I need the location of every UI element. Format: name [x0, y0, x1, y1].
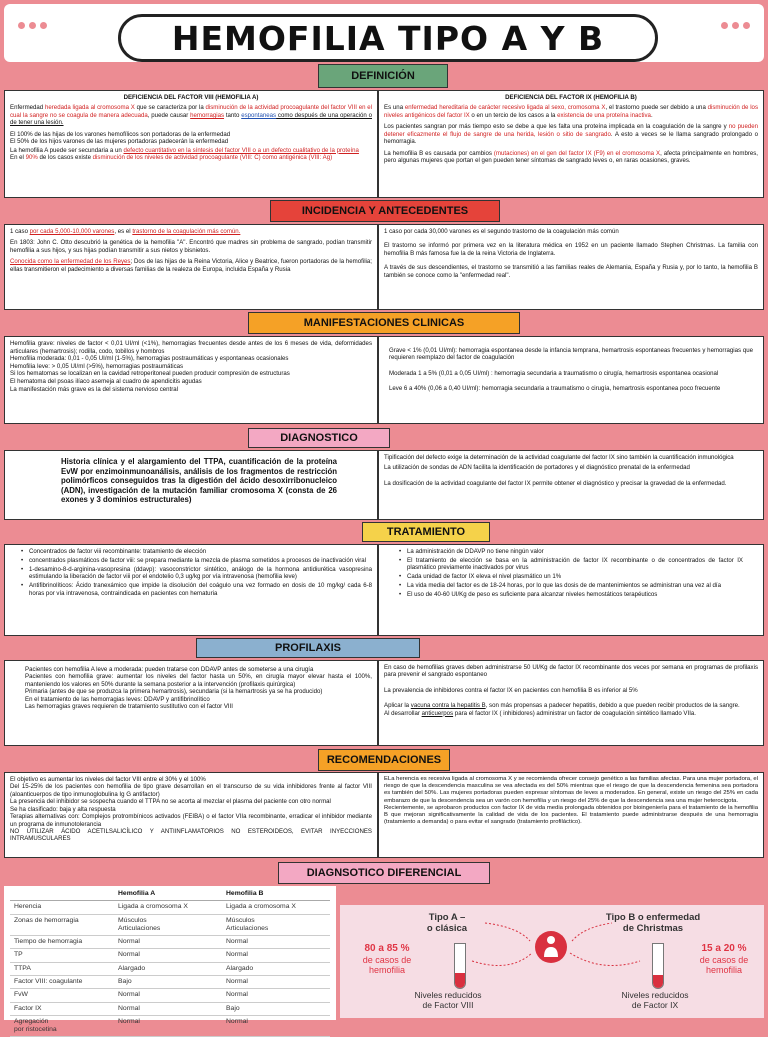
definicion-b-paragraph-2: Los pacientes sangran por más tiempo esto se debe a que les falta una proteína implicada en la coagulación de la sangre y no pueden detener eficazmente el flujo de sangre de una herida, lesión o sitio de sangrado. A esto a veces se le llama sangrado prolongado o hemorragia.	[384, 123, 758, 146]
tratamiento-a-list	[19, 548, 372, 597]
diagnostico-b-paragraph-2: La utilización de sondas de ADN facilita la identificación de portadores y el diagnóstico prenatal de la enfermedad	[384, 464, 690, 472]
panel-definicion-a	[4, 90, 378, 198]
panel-recomendaciones-b	[378, 772, 764, 858]
tipo-b-label: Tipo B o enfermedad de Christmas	[605, 912, 701, 934]
tipo-a-label: Tipo A – o clásica	[426, 912, 468, 934]
manifestaciones-b-paragraph-1: Grave < 1% (0,01 UI/ml): hemorragia espontanea desde la infancia temprana, hemartrosis espontaneas frecuentes y hemorragias que requieren reemplazo del factor de coagulación	[389, 347, 753, 362]
section-label-manifestaciones: MANIFESTACIONES CLINICAS	[248, 312, 520, 334]
table-cell: Normal	[114, 1015, 222, 1037]
panel-incidencia-a	[4, 224, 378, 310]
incidencia-b-paragraph-3: A través de sus descendientes, el trastorno se transmitió a las familias reales de Alemania, España y Rusia y, por lo tanto, la hemofilia B también se conoce como la "enfermedad real".	[384, 264, 758, 279]
panel-profilaxis-a	[4, 660, 378, 746]
table-cell: Normal	[222, 949, 330, 962]
table-cell: Normal	[114, 936, 222, 949]
list-item: • 1-desamino-8-d-arginina-vasopresina (ddavp): vasoconstrictor sintético, análogo de la hormona antidiurética vasopresina estimulando la liberación de factor viii por el endotelio 0,3 ug/kg por vía intravenosa (hemofilia leve)	[19, 566, 372, 581]
low-factor-ix-label: Niveles reducidos de Factor IX	[621, 990, 689, 1010]
panel-diagnostico-b	[378, 450, 764, 520]
panel-recomendaciones-a	[4, 772, 378, 858]
table-cell: Normal	[114, 989, 222, 1002]
table-cell: Normal	[222, 1015, 330, 1037]
table-row	[10, 949, 330, 962]
table-cell: Alargado	[222, 962, 330, 975]
table-row	[10, 901, 330, 914]
list-item: • La administración de DDAVP no tiene ningún valor	[397, 548, 743, 555]
list-item: • Antifibrinolíticos: Ácido tranexámico que impide la disolución del coágulo una vez formado en dosis de 10 mg/kg/ cada 6-8 horas por vía intravenosa, contraindicada en pacientes con hematuria	[19, 582, 372, 597]
manifestaciones-b-paragraph-3: Leve 6 a 40% (0,06 a 0,40 UI/ml): hemorragia secundaria a traumatismo o cirugía, hemartrosis espontanea poco frecuente	[389, 385, 721, 393]
table-cell: Normal	[114, 1002, 222, 1015]
tratamiento-b-list	[397, 548, 743, 599]
diagnostico-a-text: Historia clínica y el alargamiento del TTPA, cuantificación de la proteína EvW por enzimoinmunoanálisis, análisis de los fragmentos de restricción polimórficos conseguidos tras la digestión del ácido desoxirribonucleico (ADN), investigación de la mutación familiar cromosoma X (consta de 26 exones y 3 dominios estructurales)	[61, 457, 337, 504]
profilaxis-a-text: Pacientes con hemofilia A leve a moderada: pueden tratarse con DDAVP antes de someterse a una cirugía Pacientes con hemofilia grave: aumentar los niveles del factor hasta un 50%, en cirugía mayor elevar hasta el 100%, manteniendo los valores en 50% durante la semana posterior a la intervención (profilaxis quirúrgica) Primaria (antes de que se produzca la primera hemartrosis), secundaria (si la hemartrosis ya se ha producido) En el tratamiento de las hemorragias leves: DDAVP y antifibrinolítico Las hemorragias graves requieren de tratamiento sustitutivo con el factor VIII	[25, 666, 372, 711]
list-item: • El uso de 40-60 UI/Kg de peso es suficiente para alcanzar niveles hemostáticos terapéuticos	[397, 591, 743, 598]
definicion-b-paragraph-3: La hemofilia B es causada por cambios (mutaciones) en el gen del factor IX (F9) en el cromosoma X, afecta principalmente en hombres, pero algunas mujeres que portan el gen pueden tener síntomas de sangrado leves o, en raras ocasiones, graves.	[384, 149, 758, 164]
low-factor-viii-label: Niveles reducidos de Factor VIII	[414, 990, 482, 1010]
table-cell: Normal	[222, 989, 330, 1002]
table-row	[10, 1015, 330, 1037]
panel-manifestaciones-a	[4, 336, 378, 424]
table-row	[10, 962, 330, 975]
profilaxis-b-paragraph-2: La prevalencia de inhibidores contra el factor IX en pacientes con hemofilia B es inferior al 5%	[384, 686, 638, 694]
incidencia-b-paragraph-2: El trastorno se informó por primera vez en la literatura médica en 1952 en un paciente llamado Stephen Christmas. La familia con hemofilia B más famosa fue la de la reina Victoria de Inglaterra.	[384, 242, 758, 257]
panel-manifestaciones-b	[378, 336, 764, 424]
table-row-label: Tiempo de hemorragia	[10, 936, 114, 949]
manifestaciones-a-lines: Hemofilia grave: niveles de factor < 0,01 UI/ml (<1%), hemorragias frecuentes desde antes de los 6 meses de vida, deformidades articulares (hemartrosis); rodilla, codo, tobillos y hombros Hemofilia moderada: 0,01 - 0,05 UI/ml (1-5%), hemorragias postraumáticas y espontaneas ocasionales Hemofilia leve: > 0,05 UI/ml (>5%), hemorragias postraumáticas Si los hematomas se localizan en la cavidad retroperitoneal pueden producir compresión de estructuras El hematoma del psoas ilíaco asemeja al cuadro de apendicitis agudas La manifestación más grave es la del sistema nervioso central	[10, 340, 372, 393]
differential-table-body	[10, 901, 330, 1037]
panel-diagnostico-a	[4, 450, 378, 520]
page-title-pill	[118, 14, 658, 62]
list-item: • Concentrados de factor viii recombinante: tratamiento de elección	[19, 548, 372, 555]
page-title: HEMOFILIA TIPO A Y B	[171, 18, 605, 58]
incidencia-a-paragraph-1: 1 caso por cada 5,000-10,000 varones, es el trastorno de la coagulación más común.	[10, 228, 241, 235]
panel-definicion-b	[378, 90, 764, 198]
table-header	[10, 888, 114, 901]
decorative-dots-left	[18, 22, 47, 29]
table-row	[10, 975, 330, 988]
table-cell: Ligada a cromosoma X	[114, 901, 222, 914]
incidencia-b-paragraph-1: 1 caso por cada 30,000 varones es el segundo trastorno de la coagulación más común	[384, 228, 619, 235]
diagnostico-b-paragraph-1: Tipificación del defecto exige la determinación de la actividad coagulante del factor IX sino también la cuantificación inmunológica	[384, 454, 734, 461]
manifestaciones-b-paragraph-2: Moderada 1 a 5% (0,01 a 0,05 UI/ml) : hemorragia secundaria a traumatismo o cirugía, hemartrosis espontanea ocasional	[389, 369, 719, 377]
tipo-a-percentage: 80 a 85 % de casos de hemofilia	[362, 943, 412, 975]
table-cell: Normal	[114, 949, 222, 962]
list-item: • Cada unidad de factor IX eleva el nivel plasmático un 1%	[397, 573, 743, 580]
panel-tratamiento-b	[378, 544, 764, 636]
definicion-a-paragraph-2: El 100% de las hijas de los varones hemofílicos son portadoras de la enfermedad El 50% de los hijos varones de las mujeres portadoras padecerán la enfermedad	[10, 130, 231, 146]
table-cell: Bajo	[222, 1002, 330, 1015]
table-row-label: Zonas de hemorragia	[10, 914, 114, 936]
table-cell: Normal	[222, 975, 330, 988]
section-label-diagnostico: DIAGNOSTICO	[248, 428, 390, 448]
decorative-dots-right	[721, 22, 750, 29]
panel-profilaxis-b	[378, 660, 764, 746]
list-item: • La vida media del factor es de 18-24 horas, por lo que las dosis de de mantenimientos se administran una vez al día	[397, 582, 743, 589]
table-row	[10, 936, 330, 949]
title-bar	[4, 4, 764, 62]
section-label-diferencial: DIAGNSOTICO DIFERENCIAL	[278, 862, 490, 884]
table-cell: Ligada a cromosoma X	[222, 901, 330, 914]
panel-tratamiento-a	[4, 544, 378, 636]
table-cell: Bajo	[114, 975, 222, 988]
definicion-b-heading: DEFICIENCIA DEL FACTOR IX (HEMOFILIA B)	[505, 94, 637, 101]
section-label-definicion: DEFINICIÓN	[318, 64, 448, 88]
diagnostico-b-paragraph-3: La dosificación de la actividad coagulante del factor IX permite obtener el diagnóstico y precisar la gravedad de la enfermedad.	[384, 479, 727, 487]
table-row-label: Factor VIII: coagulante	[10, 975, 114, 988]
incidencia-a-paragraph-3: Conocida como la enfermedad de los Reyes; Dos de las hijas de la Reina Victoria, Alice y Beatrice, fueron portadoras de la hemofilia; ellas transmitieron el padecimiento a diversas familias de la realeza de Europa, incluida España y Rusia	[10, 258, 372, 273]
table-row	[10, 1002, 330, 1015]
table-row	[10, 989, 330, 1002]
panel-diferencial-table	[4, 886, 336, 1034]
section-label-profilaxis: PROFILAXIS	[196, 638, 420, 658]
list-item: • concentrados plasmáticos de factor viii: se prepara mediante la mezcla de plasma sometidos a procesos de inactivación viral	[19, 557, 372, 564]
differential-infographic	[340, 905, 764, 1018]
table-row-label: Factor IX	[10, 1002, 114, 1015]
profilaxis-b-paragraph-3: Aplicar la vacuna contra la hepatitis B, son más propensas a padecer hepatitis, debido a que pueden recibir productos de la sangre. Al desarrollar anticuerpos para el factor IX ( inhibidores) administrar un factor de coagulación sintético llamado VIIa.	[384, 702, 740, 717]
table-header: Hemofilia B	[222, 888, 330, 901]
definicion-a-paragraph-1: Enfermedad heredada ligada al cromosoma X que se caracteriza por la disminución de la actividad procoagulante del factor VIII en el cual la sangre no se coagula de manera adecuada, puede causar hemorragias tanto espontaneas como después de una operación o de tener una lesión.	[10, 104, 372, 127]
table-cell: Normal	[222, 936, 330, 949]
definicion-b-paragraph-1: Es una enfermedad hereditaria de carácter recesivo ligada al sexo, cromosoma X, el trastorno puede ser debido a una disminución de los niveles antigénicos del factor IX o en un tercio de los casos a la existencia de una proteína inactiva.	[384, 104, 758, 119]
table-header-row	[10, 888, 330, 901]
definicion-a-heading: DEFICIENCIA DEL FACTOR VIII (HEMOFILIA A)	[123, 94, 259, 101]
table-row-label: Agregación por ristocetina	[10, 1015, 114, 1037]
list-item: • El tratamiento de elección se basa en la administración de factor IX recombinante o de concentrados de factor IX plasmático previamente inactivados por virus	[397, 557, 743, 572]
recomendaciones-a-text: El objetivo es aumentar los niveles del factor VIII entre el 30% y el 100% Del 15-25% de los pacientes con hemofilia de tipo grave desarrollan en el transcurso de su vida inhibidores frente al factor VIII (aloanticuerpos de tipo inmunoglobulina Ig G antifactor) La presencia del inhibidor se sospecha cuando el TTPA no se acorta al mezclar el plasma del paciente con otro normal Se ha clasificado: baja y alta respuesta Terapias alternativas con: Complejos protrombínicos activados (FEIBA) o el factor VIIa recombinante, erradicar el inhibidor mediante un programa de inmunotolerancia NO UTILIZAR ÁCIDO ACETILSALICÍLICO Y ANTIINFLAMATORIOS NO ESTEROIDEOS, EVITAR INYECCIONES INTRAMUSCULARES	[10, 776, 372, 843]
definicion-a-paragraph-3: La hemofilia A puede ser secundaria a un defecto cuantitativo en la síntesis del factor VIII o a un defecto cualitativo de la proteína En el 90% de los casos existe disminución de los niveles de actividad procoagulante (VIII: C) como antigénica (VIII: Ag)	[10, 146, 359, 161]
table-row-label: FvW	[10, 989, 114, 1002]
table-cell: Alargado	[114, 962, 222, 975]
section-label-recomendaciones: RECOMENDACIONES	[318, 749, 450, 771]
table-row	[10, 914, 330, 936]
profilaxis-b-paragraph-1: En caso de hemofilias graves deben administrarse 50 UI/Kg de factor IX recombinante dos veces por semana en programas de profilaxis para prevenir el sangrado espontaneo	[384, 664, 758, 679]
table-cell: Músculos Articulaciones	[222, 914, 330, 936]
table-header: Hemofilia A	[114, 888, 222, 901]
table-row-label: Herencia	[10, 901, 114, 914]
tipo-b-percentage: 15 a 20 % de casos de hemofilia	[699, 943, 749, 975]
panel-incidencia-b	[378, 224, 764, 310]
table-row-label: TP	[10, 949, 114, 962]
differential-table	[10, 888, 330, 1037]
section-label-tratamiento: TRATAMIENTO	[362, 522, 490, 542]
table-row-label: TTPA	[10, 962, 114, 975]
table-cell: Músculos Articulaciones	[114, 914, 222, 936]
recomendaciones-b-text: ELa herencia es recesiva ligada al cromosoma X y se recomienda ofrecer consejo genético a las familias afectas. Para una mujer portadora, el riesgo de que la descendencia masculina se vea afectada es del 50% mientras que el riesgo de que la descendencia femenina sea portadora es también del 50%. Las mujeres portadoras pueden expresar síntomas de leves a moderados. En general, existe un riesgo del 25% en cada embarazo de que la descendencia sea un varón con hemofilia y un riesgo del 25% de que la descendencia sea una mujer heterocigota. Recientemente, se aprobaron productos con factor IX de vida media prolongada obtenidos por bioingeniería para el tratamiento de la hemofilia B que mejoran significativamente la calidad de vida de los pacientes. El tratamiento puede administrarse después de una hemorragia (tratamiento a demanda) o para evitar el sangrado (tratamiento profiláctico).	[384, 776, 758, 826]
section-label-incidencia: INCIDENCIA Y ANTECEDENTES	[270, 200, 500, 222]
incidencia-a-paragraph-2: En 1803: John C. Otto descubrió la genética de la hemofilia "A". Encontró que madres sin problema de sangrado, podían transmitir hemofilia a sus hijos, y sus hijas podían transmitir a sus nietos y bisnietos.	[10, 239, 372, 254]
